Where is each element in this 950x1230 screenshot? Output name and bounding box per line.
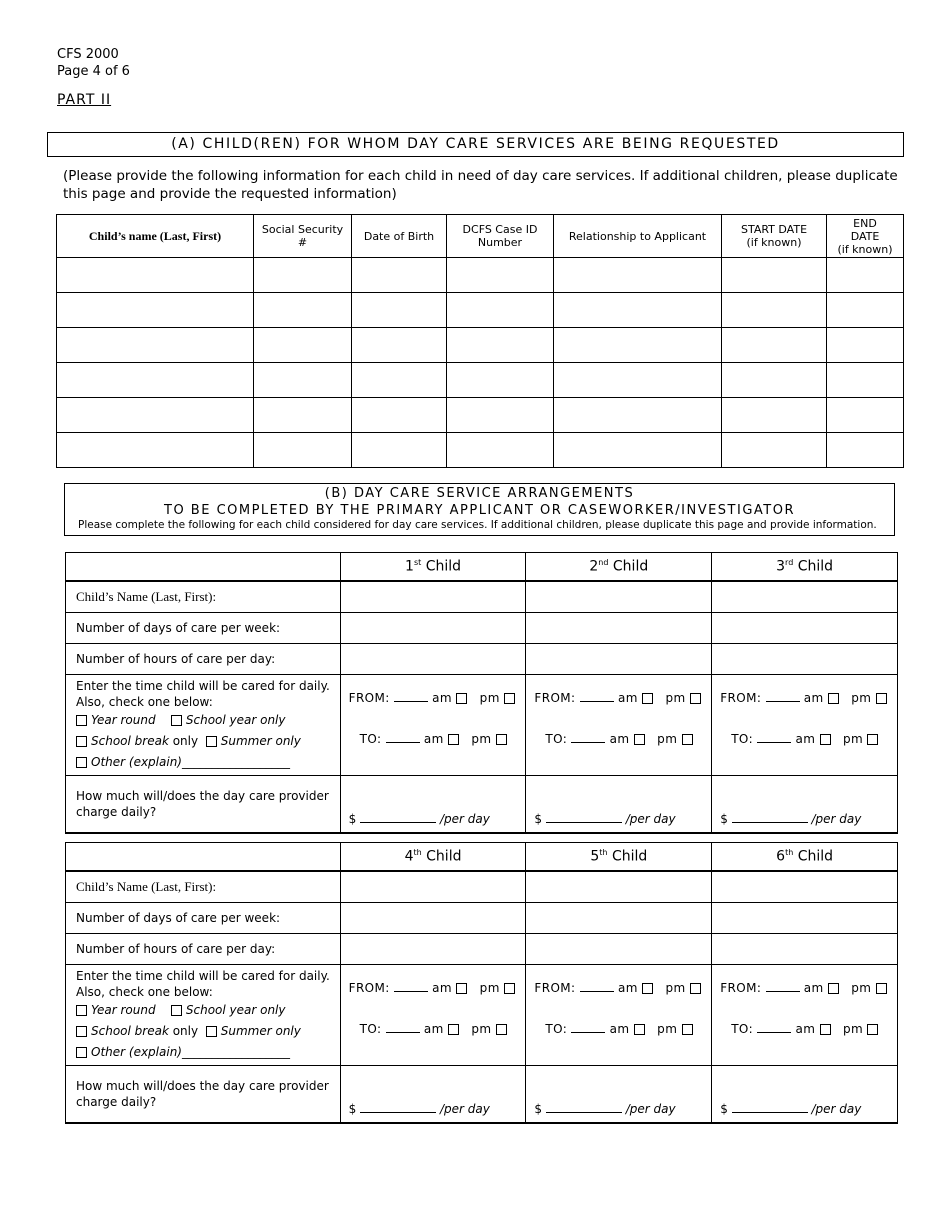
- pm-label: pm: [471, 1022, 492, 1036]
- end-date-cell[interactable]: [827, 363, 904, 398]
- header-blank: [66, 843, 341, 872]
- child-column-header: [340, 553, 526, 582]
- from-am-checkbox[interactable]: [456, 983, 467, 994]
- dollar-sign: $: [348, 1102, 357, 1116]
- dob-cell[interactable]: [352, 293, 447, 328]
- summer-label: Summer only: [220, 733, 301, 748]
- col-start-date: [722, 215, 827, 258]
- cost-input[interactable]: [732, 812, 808, 823]
- per-day-label: /per day: [811, 1102, 862, 1116]
- daily-cost-row: [66, 776, 898, 834]
- case-id-cell[interactable]: [447, 433, 554, 468]
- from-time-input[interactable]: [394, 981, 428, 992]
- part-title: PART II: [57, 92, 112, 108]
- child-ordinal-suffix: th: [413, 848, 422, 858]
- start-date-cell[interactable]: [722, 328, 827, 363]
- answer-cell[interactable]: [340, 903, 526, 934]
- answer-cell[interactable]: [712, 613, 898, 644]
- summer-checkbox[interactable]: [206, 1026, 217, 1037]
- daily-cost-cell: [340, 776, 526, 834]
- from-label: FROM:: [720, 691, 762, 705]
- from-label: FROM:: [534, 981, 576, 995]
- to-field: [731, 1022, 882, 1036]
- to-time-input[interactable]: [386, 1022, 420, 1033]
- to-pm-checkbox[interactable]: [496, 1024, 507, 1035]
- from-time-input[interactable]: [766, 981, 800, 992]
- school-break-checkbox[interactable]: [76, 736, 87, 747]
- answer-cell[interactable]: [712, 644, 898, 675]
- per-day-label: /per day: [625, 1102, 676, 1116]
- from-time-input[interactable]: [394, 691, 428, 702]
- answer-cell[interactable]: [526, 903, 712, 934]
- from-pm-checkbox[interactable]: [876, 983, 887, 994]
- case-id-cell[interactable]: [447, 328, 554, 363]
- end-date-cell[interactable]: [827, 328, 904, 363]
- from-label: FROM:: [534, 691, 576, 705]
- child-column-header: [712, 553, 898, 582]
- start-date-cell[interactable]: [722, 433, 827, 468]
- child-ordinal-suffix: nd: [598, 558, 609, 568]
- pm-label: pm: [665, 981, 686, 995]
- table-row: [57, 398, 904, 433]
- to-field: [360, 732, 511, 746]
- am-label: am: [617, 981, 638, 995]
- start-date-cell[interactable]: [722, 293, 827, 328]
- case-id-cell[interactable]: [447, 293, 554, 328]
- cost-input[interactable]: [546, 812, 622, 823]
- am-label: am: [617, 691, 638, 705]
- children-table: [56, 214, 904, 468]
- answer-cell[interactable]: [340, 644, 526, 675]
- section-b-title: (B) DAY CARE SERVICE ARRANGEMENTS: [324, 486, 635, 501]
- answer-cell[interactable]: [526, 644, 712, 675]
- child-name-row: [66, 581, 898, 613]
- end-date-cell[interactable]: [827, 398, 904, 433]
- cost-question-line2: charge daily?: [76, 805, 157, 819]
- am-label: am: [609, 1022, 630, 1036]
- daily-cost-label: [66, 1066, 341, 1124]
- child-ordinal: 3: [776, 558, 786, 575]
- pm-label: pm: [842, 732, 864, 746]
- row-label: Number of days of care per week:: [66, 903, 341, 934]
- table-row: [57, 258, 904, 293]
- to-label: TO:: [731, 1022, 754, 1036]
- year-round-checkbox[interactable]: [76, 1005, 87, 1016]
- child-ordinal: 6: [776, 848, 786, 865]
- other-label: Other (explain)__________________: [91, 1044, 290, 1059]
- from-label: FROM:: [348, 691, 390, 705]
- pm-label: pm: [657, 732, 678, 746]
- care-time-cell: [340, 675, 526, 776]
- am-label: am: [795, 732, 816, 746]
- to-pm-checkbox[interactable]: [682, 1024, 693, 1035]
- relationship-cell[interactable]: [554, 293, 722, 328]
- col-relationship: Relationship to Applicant: [554, 215, 722, 258]
- dob-cell[interactable]: [352, 363, 447, 398]
- col-end-date-label: DATE: [850, 229, 880, 243]
- am-label: am: [432, 691, 453, 705]
- from-time-input[interactable]: [766, 691, 800, 702]
- to-am-checkbox[interactable]: [820, 1024, 831, 1035]
- child-column-header: [340, 843, 526, 872]
- daily-cost-cell: [712, 1066, 898, 1124]
- school-break-label: School break: [91, 733, 169, 748]
- answer-cell[interactable]: [340, 581, 526, 613]
- from-field: [349, 691, 519, 705]
- care-time-cell: [712, 965, 898, 1066]
- child-name-cell[interactable]: [57, 328, 254, 363]
- school-break-checkbox[interactable]: [76, 1026, 87, 1037]
- relationship-cell[interactable]: [554, 258, 722, 293]
- end-date-cell[interactable]: [827, 258, 904, 293]
- from-pm-checkbox[interactable]: [504, 693, 515, 704]
- col-child-name: Child’s name (Last, First): [57, 215, 254, 258]
- daily-cost-row: [66, 1066, 898, 1124]
- from-field: [720, 981, 890, 995]
- child-name-row: [66, 871, 898, 903]
- answer-cell[interactable]: [712, 871, 898, 903]
- pm-label: pm: [479, 981, 500, 995]
- am-label: am: [795, 1022, 816, 1036]
- year-round-checkbox[interactable]: [76, 715, 87, 726]
- other-checkbox[interactable]: [76, 1047, 87, 1058]
- cost-input[interactable]: [732, 1102, 808, 1113]
- other-checkbox[interactable]: [76, 757, 87, 768]
- to-time-input[interactable]: [386, 732, 420, 743]
- care-time-label: [66, 675, 341, 776]
- year-round-label: Year round: [91, 1002, 156, 1017]
- to-am-checkbox[interactable]: [634, 1024, 645, 1035]
- col-ssn: [254, 215, 352, 258]
- child-columns-header: [66, 553, 898, 582]
- col-dob: Date of Birth: [352, 215, 447, 258]
- to-am-checkbox[interactable]: [448, 1024, 459, 1035]
- school-year-label: School year only: [185, 1002, 286, 1017]
- school-break-only-label: only: [172, 733, 199, 748]
- child-ordinal: 1: [405, 558, 414, 575]
- from-am-checkbox[interactable]: [642, 693, 653, 704]
- child-ordinal-suffix: th: [599, 848, 608, 858]
- row-label: Number of hours of care per day:: [66, 644, 341, 675]
- time-question-line1: Enter the time child will be cared for daily.: [76, 678, 330, 693]
- answer-cell[interactable]: [712, 903, 898, 934]
- school-break-label: School break: [91, 1023, 169, 1038]
- days-per-week-row: [66, 613, 898, 644]
- to-time-input[interactable]: [757, 1022, 791, 1033]
- dollar-sign: $: [534, 1102, 543, 1116]
- table-row: [57, 433, 904, 468]
- from-field: [534, 691, 704, 705]
- dollar-sign: $: [720, 812, 728, 826]
- cost-input[interactable]: [360, 812, 436, 823]
- relationship-cell[interactable]: [554, 328, 722, 363]
- ssn-cell[interactable]: [254, 433, 352, 468]
- care-time-cell: [526, 675, 712, 776]
- section-a-title: (A) CHILD(REN) FOR WHOM DAY CARE SERVICES ARE BEING REQUESTED: [47, 132, 904, 157]
- page-number: Page 4 of 6: [57, 64, 130, 79]
- case-id-cell[interactable]: [447, 363, 554, 398]
- pm-label: pm: [851, 981, 872, 995]
- to-am-checkbox[interactable]: [820, 734, 831, 745]
- school-break-only-label: only: [172, 1023, 199, 1038]
- dob-cell[interactable]: [352, 433, 447, 468]
- per-day-label: /per day: [625, 812, 676, 826]
- pm-label: pm: [657, 1022, 678, 1036]
- to-time-input[interactable]: [757, 732, 791, 743]
- daily-cost-cell: [526, 1066, 712, 1124]
- to-label: TO:: [359, 732, 382, 746]
- col-ssn-hash: #: [297, 236, 308, 249]
- dob-cell[interactable]: [352, 258, 447, 293]
- to-pm-checkbox[interactable]: [682, 734, 693, 745]
- care-time-row: [66, 965, 898, 1066]
- to-label: TO:: [545, 1022, 568, 1036]
- daily-cost-label: [66, 776, 341, 834]
- start-date-cell[interactable]: [722, 398, 827, 433]
- care-time-cell: [712, 675, 898, 776]
- cost-input[interactable]: [546, 1102, 622, 1113]
- daily-cost-cell: [712, 776, 898, 834]
- pm-label: pm: [479, 691, 500, 705]
- cost-question-line1: How much will/does the day care provider: [76, 1079, 329, 1093]
- to-am-checkbox[interactable]: [634, 734, 645, 745]
- to-label: TO:: [545, 732, 568, 746]
- to-field: [360, 1022, 511, 1036]
- to-pm-checkbox[interactable]: [867, 734, 878, 745]
- to-label: TO:: [731, 732, 754, 746]
- am-label: am: [423, 732, 444, 746]
- answer-cell[interactable]: [340, 871, 526, 903]
- col-end-label: END: [853, 216, 877, 230]
- care-time-row: [66, 675, 898, 776]
- col-start-date-note: (if known): [746, 236, 802, 249]
- pm-label: pm: [851, 691, 872, 705]
- dollar-sign: $: [348, 812, 357, 826]
- child-word: Child: [797, 558, 834, 575]
- child-name-cell[interactable]: [57, 398, 254, 433]
- answer-cell[interactable]: [526, 613, 712, 644]
- to-pm-checkbox[interactable]: [867, 1024, 878, 1035]
- relationship-cell[interactable]: [554, 363, 722, 398]
- from-am-checkbox[interactable]: [828, 693, 839, 704]
- am-label: am: [423, 1022, 444, 1036]
- child-name-cell[interactable]: [57, 363, 254, 398]
- child-word: Child: [797, 848, 834, 865]
- header-blank: [66, 553, 341, 582]
- per-day-label: /per day: [811, 812, 862, 826]
- per-day-label: /per day: [439, 1102, 490, 1116]
- to-time-input[interactable]: [571, 1022, 605, 1033]
- hours-per-day-row: [66, 934, 898, 965]
- col-case-id-number: Number: [477, 236, 523, 249]
- to-field: [731, 732, 882, 746]
- to-am-checkbox[interactable]: [448, 734, 459, 745]
- section-b-note: Please complete the following for each child considered for day care services. If additional children, please duplicate this page and provide information.: [78, 519, 877, 531]
- child-column-header: [712, 843, 898, 872]
- am-label: am: [609, 732, 630, 746]
- col-case-id-label: DCFS Case ID: [462, 223, 538, 236]
- answer-cell[interactable]: [526, 934, 712, 965]
- col-ssn-label: Social Security: [261, 223, 344, 236]
- child-column-header: [526, 843, 712, 872]
- cost-question-line2: charge daily?: [76, 1095, 157, 1109]
- from-am-checkbox[interactable]: [642, 983, 653, 994]
- child-columns-header: [66, 843, 898, 872]
- child-ordinal: 2: [589, 558, 599, 575]
- to-field: [545, 1022, 696, 1036]
- pm-label: pm: [665, 691, 686, 705]
- from-time-input[interactable]: [580, 691, 614, 702]
- daily-cost-cell: [526, 776, 712, 834]
- child-word: Child: [612, 558, 649, 575]
- cost-input[interactable]: [360, 1102, 436, 1113]
- to-label: TO:: [359, 1022, 382, 1036]
- year-round-label: Year round: [91, 712, 156, 727]
- row-label: Number of days of care per week:: [66, 613, 341, 644]
- care-time-cell: [340, 965, 526, 1066]
- from-am-checkbox[interactable]: [456, 693, 467, 704]
- dob-cell[interactable]: [352, 328, 447, 363]
- section-b-subtitle: TO BE COMPLETED BY THE PRIMARY APPLICANT OR CASEWORKER/INVESTIGATOR: [164, 503, 795, 518]
- am-label: am: [432, 981, 453, 995]
- table-row: [57, 328, 904, 363]
- child-ordinal: 4: [404, 848, 414, 865]
- section-a-instructions: (Please provide the following information for each child in need of day care services. If additional children, please duplicate this page and provide the requested information): [63, 168, 898, 202]
- row-label: Number of hours of care per day:: [66, 934, 341, 965]
- ssn-cell[interactable]: [254, 258, 352, 293]
- to-time-input[interactable]: [571, 732, 605, 743]
- answer-cell[interactable]: [712, 934, 898, 965]
- col-start-date-label: START DATE: [740, 223, 808, 236]
- from-time-input[interactable]: [580, 981, 614, 992]
- answer-cell[interactable]: [340, 934, 526, 965]
- section-b-header: [64, 483, 895, 536]
- am-label: am: [803, 691, 824, 705]
- from-pm-checkbox[interactable]: [504, 983, 515, 994]
- answer-cell[interactable]: [712, 581, 898, 613]
- dob-cell[interactable]: [352, 398, 447, 433]
- case-id-cell[interactable]: [447, 258, 554, 293]
- time-question-line1: Enter the time child will be cared for daily.: [76, 968, 330, 983]
- from-am-checkbox[interactable]: [828, 983, 839, 994]
- col-case-id: [447, 215, 554, 258]
- relationship-cell[interactable]: [554, 398, 722, 433]
- daily-cost-cell: [340, 1066, 526, 1124]
- ssn-cell[interactable]: [254, 398, 352, 433]
- hours-per-day-row: [66, 644, 898, 675]
- dollar-sign: $: [534, 812, 543, 826]
- children-table-header: [57, 215, 904, 258]
- ssn-cell[interactable]: [254, 363, 352, 398]
- answer-cell[interactable]: [340, 613, 526, 644]
- child-column-header: [526, 553, 712, 582]
- relationship-cell[interactable]: [554, 433, 722, 468]
- dollar-sign: $: [720, 1102, 728, 1116]
- child-ordinal: 5: [590, 848, 600, 865]
- row-label: Child’s Name (Last, First):: [66, 581, 341, 613]
- table-row: [57, 293, 904, 328]
- from-pm-checkbox[interactable]: [876, 693, 887, 704]
- from-field: [534, 981, 704, 995]
- child-ordinal-suffix: rd: [785, 558, 794, 568]
- am-label: am: [803, 981, 824, 995]
- col-end-date: [827, 215, 904, 258]
- cost-question-line1: How much will/does the day care provider: [76, 789, 329, 803]
- ssn-cell[interactable]: [254, 328, 352, 363]
- case-id-cell[interactable]: [447, 398, 554, 433]
- from-pm-checkbox[interactable]: [690, 983, 701, 994]
- summer-label: Summer only: [220, 1023, 301, 1038]
- ssn-cell[interactable]: [254, 293, 352, 328]
- pm-label: pm: [471, 732, 492, 746]
- summer-checkbox[interactable]: [206, 736, 217, 747]
- table-row: [57, 363, 904, 398]
- to-field: [545, 732, 696, 746]
- per-day-label: /per day: [439, 812, 490, 826]
- pm-label: pm: [842, 1022, 864, 1036]
- from-field: [720, 691, 890, 705]
- end-date-cell[interactable]: [827, 433, 904, 468]
- child-name-cell[interactable]: [57, 293, 254, 328]
- answer-cell[interactable]: [526, 871, 712, 903]
- school-year-label: School year only: [185, 712, 286, 727]
- care-time-cell: [526, 965, 712, 1066]
- to-pm-checkbox[interactable]: [496, 734, 507, 745]
- child-word: Child: [426, 848, 462, 865]
- child-ordinal-suffix: st: [413, 558, 422, 568]
- child-word: Child: [611, 848, 648, 865]
- from-label: FROM:: [720, 981, 762, 995]
- school-year-checkbox[interactable]: [171, 1005, 182, 1016]
- start-date-cell[interactable]: [722, 363, 827, 398]
- days-per-week-row: [66, 903, 898, 934]
- row-label: Child’s Name (Last, First):: [66, 871, 341, 903]
- start-date-cell[interactable]: [722, 258, 827, 293]
- time-question-line2: Also, check one below:: [76, 984, 213, 999]
- from-field: [349, 981, 519, 995]
- arrangements-table-1: [65, 552, 898, 834]
- col-end-date-note: (if known): [837, 242, 893, 256]
- child-name-cell[interactable]: [57, 258, 254, 293]
- child-word: Child: [425, 558, 462, 575]
- from-pm-checkbox[interactable]: [690, 693, 701, 704]
- from-label: FROM:: [348, 981, 390, 995]
- child-name-cell[interactable]: [57, 433, 254, 468]
- care-time-label: [66, 965, 341, 1066]
- form-id: CFS 2000: [57, 47, 119, 62]
- school-year-checkbox[interactable]: [171, 715, 182, 726]
- end-date-cell[interactable]: [827, 293, 904, 328]
- time-question-line2: Also, check one below:: [76, 694, 213, 709]
- child-ordinal-suffix: th: [785, 848, 794, 858]
- answer-cell[interactable]: [526, 581, 712, 613]
- arrangements-table-2: [65, 842, 898, 1124]
- other-label: Other (explain)__________________: [91, 754, 290, 769]
